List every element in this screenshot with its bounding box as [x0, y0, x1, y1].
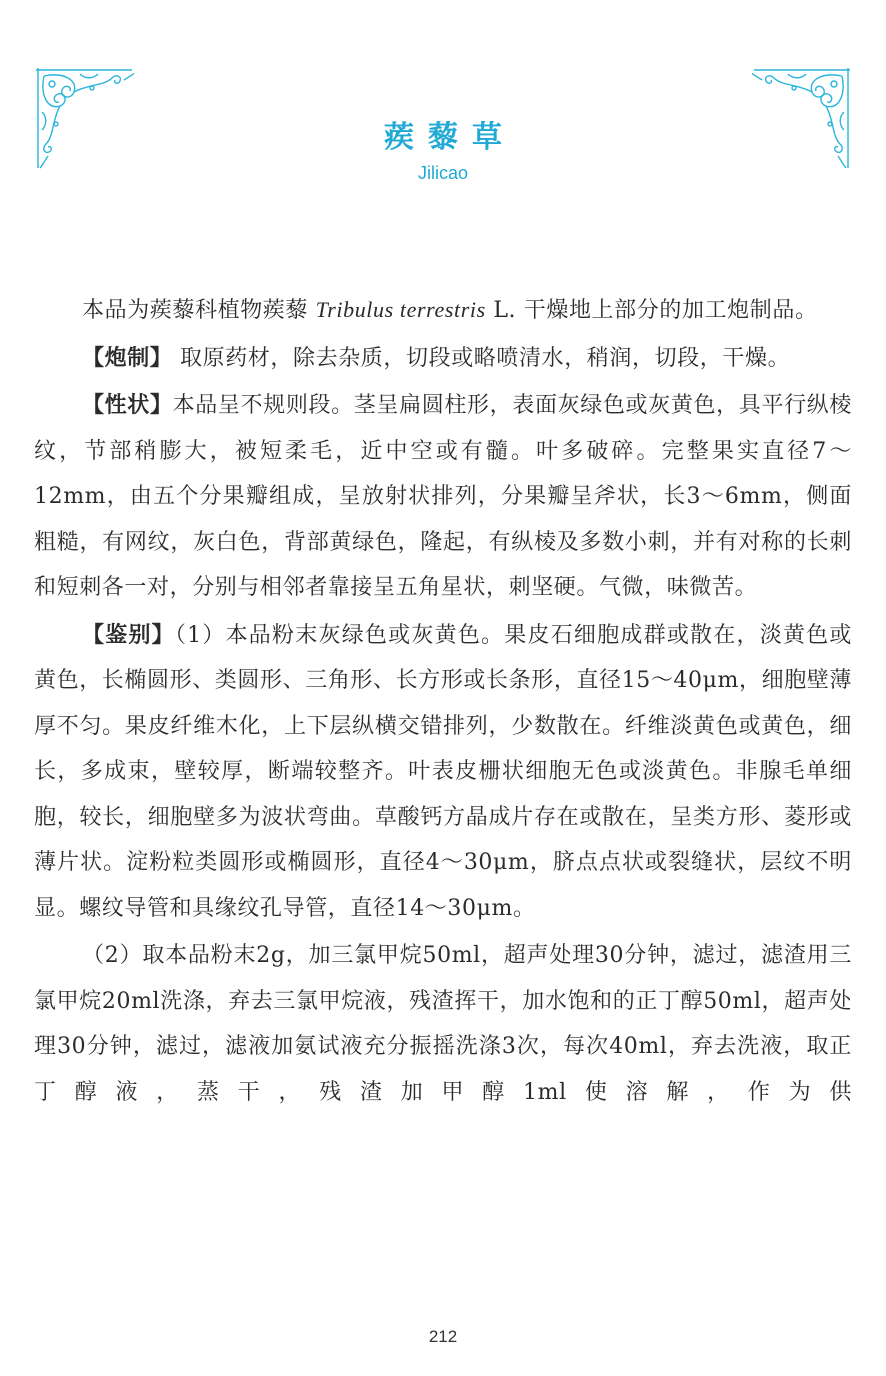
- page-subtitle: Jilicao: [417, 163, 469, 183]
- processing-label: 【炮制】: [82, 345, 173, 371]
- identification-text: （1）本品粉末灰绿色或灰黄色。果皮石细胞成群或散在，淡黄色或黄色，长椭圆形、类圆形、三角形、长方形或长条形，直径15～40μm，细胞壁薄厚不匀。果皮纤维木化，上下层纵横交错排列，少数散在。纤维淡黄色或黄色，细长，多成束，壁较厚，断端较整齐。叶表皮栅状细胞无色或淡黄色。非腺毛单细胞，较长，细胞壁多为波状弯曲。草酸钙方晶成片存在或散在，呈类方形、菱形或薄片状。淀粉粒类圆形或椭圆形，直径4～30μm，脐点点状或裂缝状，层纹不明显。螺纹导管和具缘纹孔导管，直径14～30μm。: [34, 622, 853, 921]
- page-title: 蒺藜草: [384, 120, 516, 155]
- processing-paragraph: [34, 336, 852, 382]
- processing-text: 取原药材，除去杂质，切段或略喷清水，稍润，切段，干燥。: [172, 345, 791, 371]
- intro-suffix: L. 干燥地上部分的加工炮制品。: [485, 298, 818, 323]
- identification-paragraph: [34, 613, 852, 932]
- identification-2-paragraph: [34, 933, 852, 1115]
- intro-paragraph: [34, 287, 852, 334]
- character-label: 【性状】: [82, 393, 173, 418]
- latin-name: Tribulus terrestris: [315, 297, 486, 322]
- character-paragraph: [34, 383, 852, 611]
- identification-2-text: （2）取本品粉末2g，加三氯甲烷50ml，超声处理30分钟，滤过，滤渣用三氯甲烷20ml洗涤，弃去三氯甲烷液，残渣挥干，加水饱和的正丁醇50ml，超声处理30分钟，滤过，滤液加氨试液充分振摇洗涤3次，每次40ml，弃去洗液，取正丁醇液，蒸干，残渣加甲醇1ml使溶解，作为供: [34, 943, 852, 1105]
- character-text: 本品呈不规则段。茎呈扁圆柱形，表面灰绿色或灰黄色，具平行纵棱纹，节部稍膨大，被短柔毛，近中空或有髓。叶多破碎。完整果实直径7～12mm，由五个分果瓣组成，呈放射状排列，分果瓣呈斧状，长3～6mm，侧面粗糙，有网纹，灰白色，背部黄绿色，隆起，有纵棱及多数小刺，并有对称的长刺和短刺各一对，分别与相邻者靠接呈五角星状，刺坚硬。气微，味微苦。: [34, 393, 852, 600]
- intro-prefix: 本品为蒺藜科植物蒺藜: [82, 298, 316, 323]
- identification-label: 【鉴别】: [82, 622, 175, 648]
- monograph-body: [34, 287, 852, 1117]
- page-number: 212: [428, 1327, 458, 1346]
